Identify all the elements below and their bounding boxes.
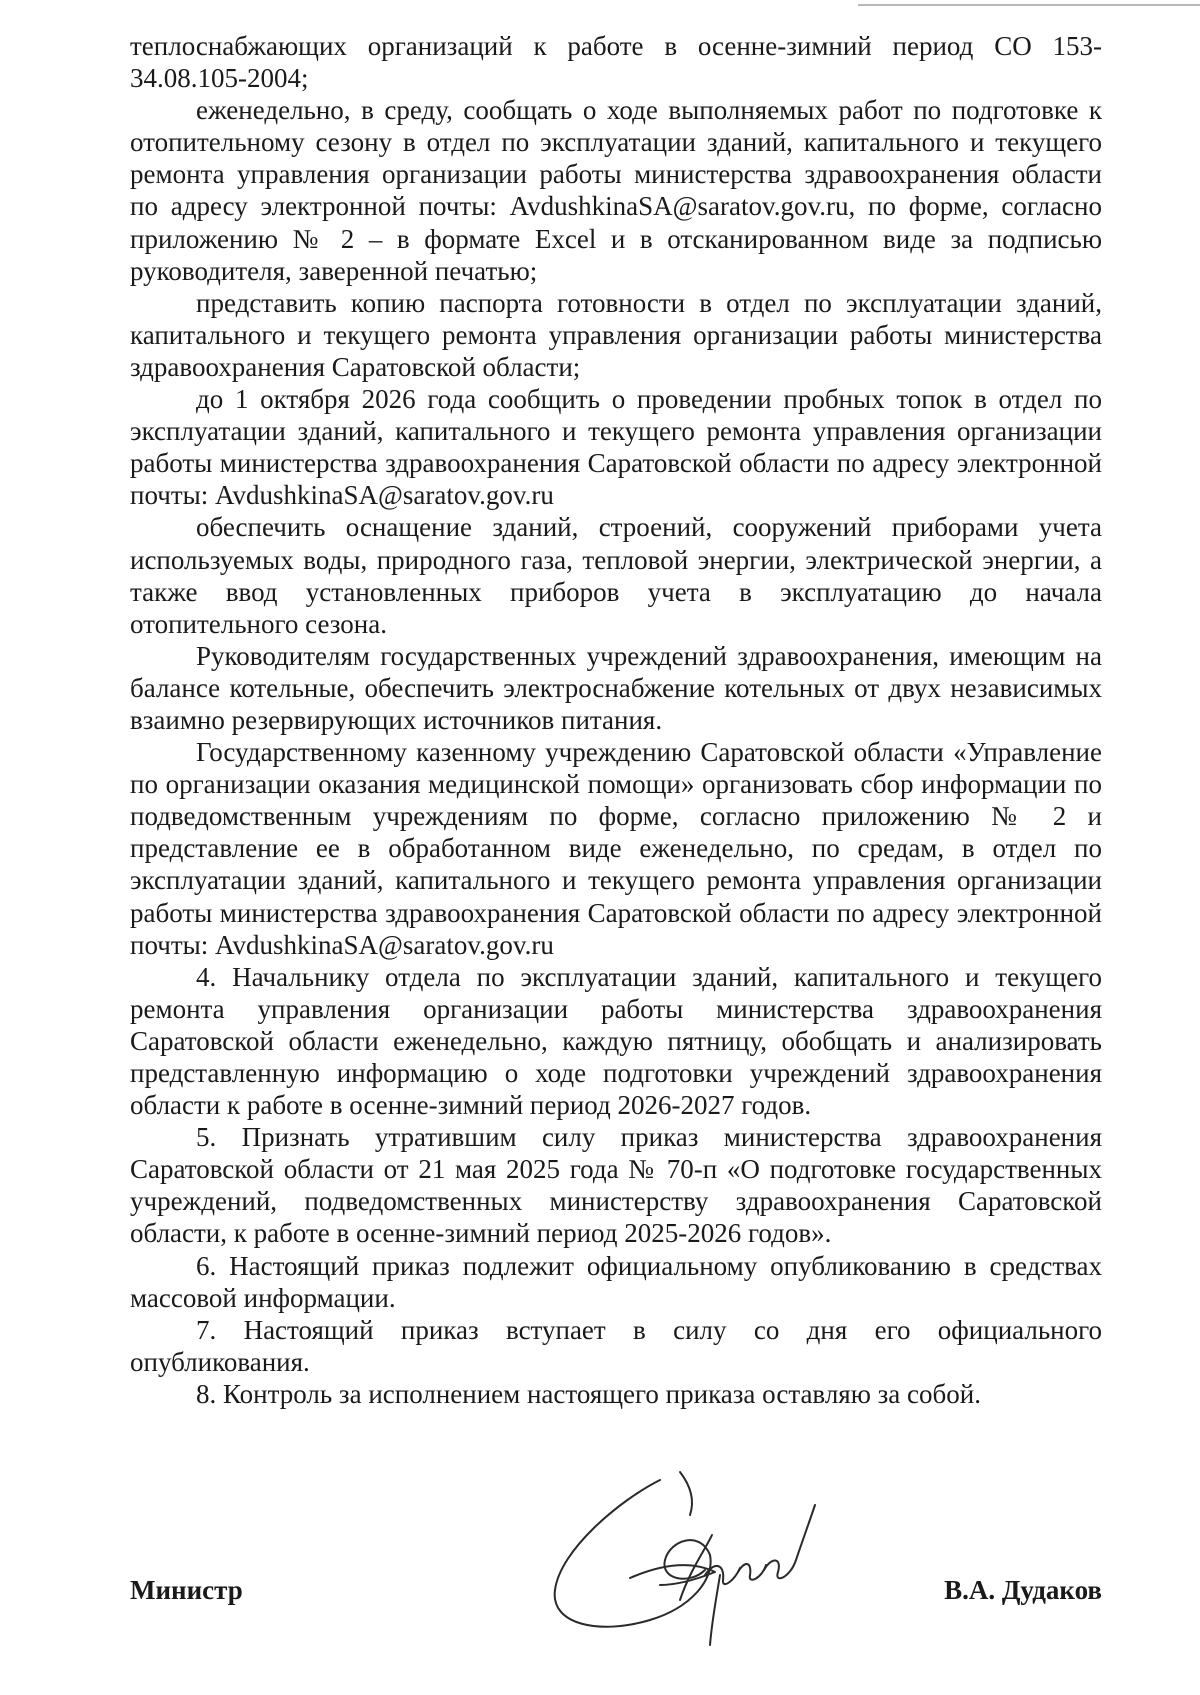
paragraph-4: до 1 октября 2026 года сообщить о проведении пробных топок в отдел по эксплуатации зданий, капитального и текущего ремонта управления организации работы министерства здравоохранения Саратовской области по адресу электронной почты: AvdushkinaSA@saratov.gov.ru (130, 384, 1102, 511)
signature-row (130, 1575, 1102, 1615)
order-body-text (130, 30, 1102, 1410)
clause-4: 4. Начальнику отдела по эксплуатации зданий, капитального и текущего ремонта управления организации работы министерства здравоохранения Саратовской области еженедельно, каждую пятницу, обобщать и анализировать представленную информацию о ходе подготовки учреждений здравоохранения области к работе в осенне-зимний период 2026-2027 годов. (130, 961, 1102, 1121)
signer-title: Министр (130, 1575, 243, 1605)
clause-6: 6. Настоящий приказ подлежит официальному опубликованию в средствах массовой информации. (130, 1250, 1102, 1313)
paragraph-3: представить копию паспорта готовности в отдел по эксплуатации зданий, капитального и текущего ремонта управления организации работы министерства здравоохранения Саратовской области; (130, 287, 1102, 382)
paragraph-7: Государственному казенному учреждению Саратовской области «Управление по организации оказания медицинской помощи» организовать сбор информации по подведомственным учреждениям по форме, согласно приложению № 2 и представление ее в обработанном виде еженедельно, по средам, в отдел по эксплуатации зданий, капитального и текущего ремонта управления организации работы министерства здравоохранения Саратовской области по адресу электронной почты: AvdushkinaSA@saratov.gov.ru (130, 737, 1102, 960)
clause-7: 7. Настоящий приказ вступает в силу со дня его официального опубликования. (130, 1314, 1102, 1377)
page-edge-line (858, 4, 1200, 6)
clause-8: 8. Контроль за исполнением настоящего приказа оставляю за собой. (196, 1378, 981, 1409)
paragraph-1: теплоснабжающих организаций к работе в осенне-зимний период СО 153-34.08.105-2004; (130, 31, 1102, 94)
paragraph-6: Руководителям государственных учреждений здравоохранения, имеющим на балансе котельные, обеспечить электроснабжение котельных от двух независимых взаимно резервирующих источников питания. (130, 640, 1102, 735)
signer-name: В.А. Дудаков (944, 1575, 1102, 1605)
clause-5: 5. Признать утратившим силу приказ министерства здравоохранения Саратовской области от 21 мая 2025 года № 70-п «О подготовке государственных учреждений, подведомственных министерству здравоохранения Саратовской области, к работе в осенне-зимний период 2025-2026 годов». (130, 1122, 1102, 1249)
handwritten-signature (540, 1460, 860, 1650)
paragraph-2: еженедельно, в среду, сообщать о ходе выполняемых работ по подготовке к отопительному сезону в отдел по эксплуатации зданий, капитального и текущего ремонта управления организации работы министерства здравоохранения области по адресу электронной почты: AvdushkinaSA@saratov.gov.ru, по форме, согласно приложению № 2 – в формате Excel и в отсканированном виде за подписью руководителя, заверенной печатью; (130, 95, 1102, 286)
paragraph-5: обеспечить оснащение зданий, строений, сооружений приборами учета используемых воды, природного газа, тепловой энергии, электрической энергии, а также ввод установленных приборов учета в эксплуатацию до начала отопительного сезона. (130, 512, 1102, 639)
